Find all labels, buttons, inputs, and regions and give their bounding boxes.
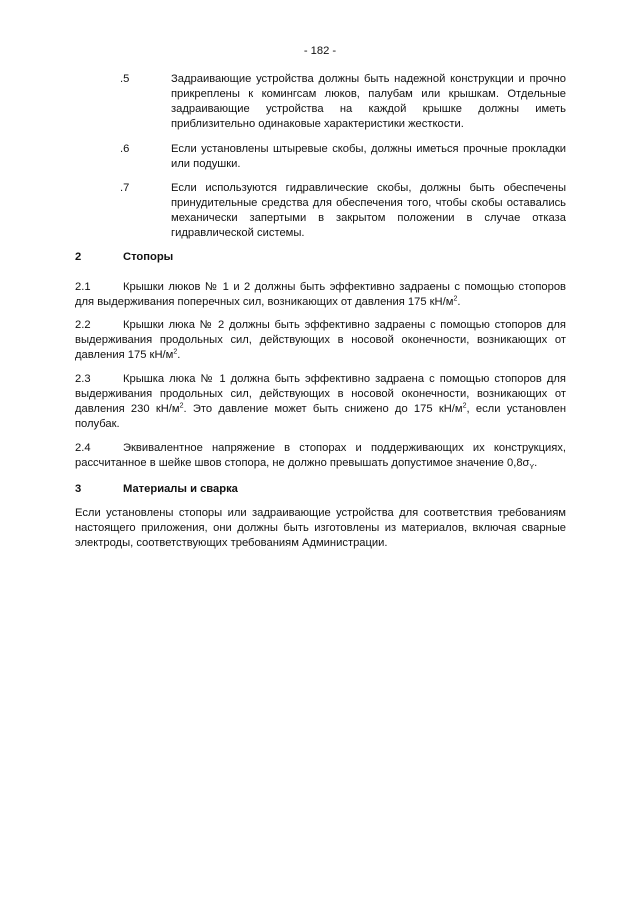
section-heading-2 <box>75 250 566 265</box>
paragraph-2-4 <box>75 441 566 471</box>
paragraph-end: . <box>534 457 538 469</box>
list-item-number: .7 <box>120 182 130 194</box>
paragraph-number: 2.4 <box>75 442 91 454</box>
section-title: Материалы и сварка <box>123 483 238 495</box>
paragraph-text: Крышки люка № 2 должны быть эффективно задраены с помощью стопоров для выдерживания продольных сил, действующих в носовой оконечности, возникающих от давления 175 кН/м <box>75 319 566 361</box>
paragraph-2-2 <box>75 318 566 363</box>
paragraph-end: . <box>177 349 181 361</box>
list-item-7 <box>120 181 566 241</box>
section-number: 2 <box>75 251 82 263</box>
section-title: Стопоры <box>123 251 174 263</box>
list-item-text: Задраивающие устройства должны быть надежной конструкции и прочно прикреплены к комингсам люков, палубам или крышкам. Отдельные задраивающие устройства на каждой крышке должны иметь приблизительно одинаковые характеристики жесткости. <box>171 73 566 130</box>
list-item-text: Если установлены штыревые скобы, должны иметься прочные прокладки или подушки. <box>171 143 566 170</box>
paragraph-2-1 <box>75 280 566 310</box>
list-item-number: .6 <box>120 143 130 155</box>
list-item-number: .5 <box>120 73 130 85</box>
list-item-text: Если используются гидравлические скобы, должны быть обеспечены принудительные средства для обеспечения того, чтобы скобы оставались механически запертыми в закрытом положении в случае отказа гидравлической системы. <box>171 182 566 239</box>
paragraph-3: Если установлены стопоры или задраивающие устройства для соответствия требованиям настоящего приложения, они должны быть изготовлены из материалов, включая сварные электроды, соответствующих требованиям Администрации. <box>75 507 566 549</box>
section-heading-3 <box>75 482 566 497</box>
paragraph-text: . Это давление может быть снижено до 175 кН/м <box>183 403 463 415</box>
subscript: Y <box>529 464 535 472</box>
superscript: 2 <box>462 402 467 410</box>
section-number: 3 <box>75 483 82 495</box>
paragraph-end: . <box>457 296 461 308</box>
paragraph-number: 2.1 <box>75 281 91 293</box>
superscript: 2 <box>453 295 458 303</box>
paragraph-text: Эквивалентное напряжение в стопорах и поддерживающих их конструкциях, рассчитанное в шейке швов стопора, не должно превышать допустимое значение 0,8σ <box>75 442 566 469</box>
paragraph-2-3 <box>75 372 566 432</box>
paragraph-text: , если установлен полубак. <box>75 403 566 430</box>
page-number: - 182 - <box>303 45 337 57</box>
paragraph-text: Крышка люка № 1 должна быть эффективно задраена с помощью стопоров для выдерживания продольных сил, действующих в носовой оконечности, возникающих от давления 230 кН/м <box>75 373 566 415</box>
superscript: 2 <box>179 402 184 410</box>
paragraph-number: 2.2 <box>75 319 91 331</box>
paragraph-text: Крышки люков № 1 и 2 должны быть эффективно задраены с помощью стопоров для выдерживания поперечных сил, возникающих от давления 175 кН/м <box>75 281 566 308</box>
paragraph-number: 2.3 <box>75 373 91 385</box>
list-item-5 <box>120 72 566 132</box>
list-item-6 <box>120 142 566 172</box>
superscript: 2 <box>173 348 178 356</box>
